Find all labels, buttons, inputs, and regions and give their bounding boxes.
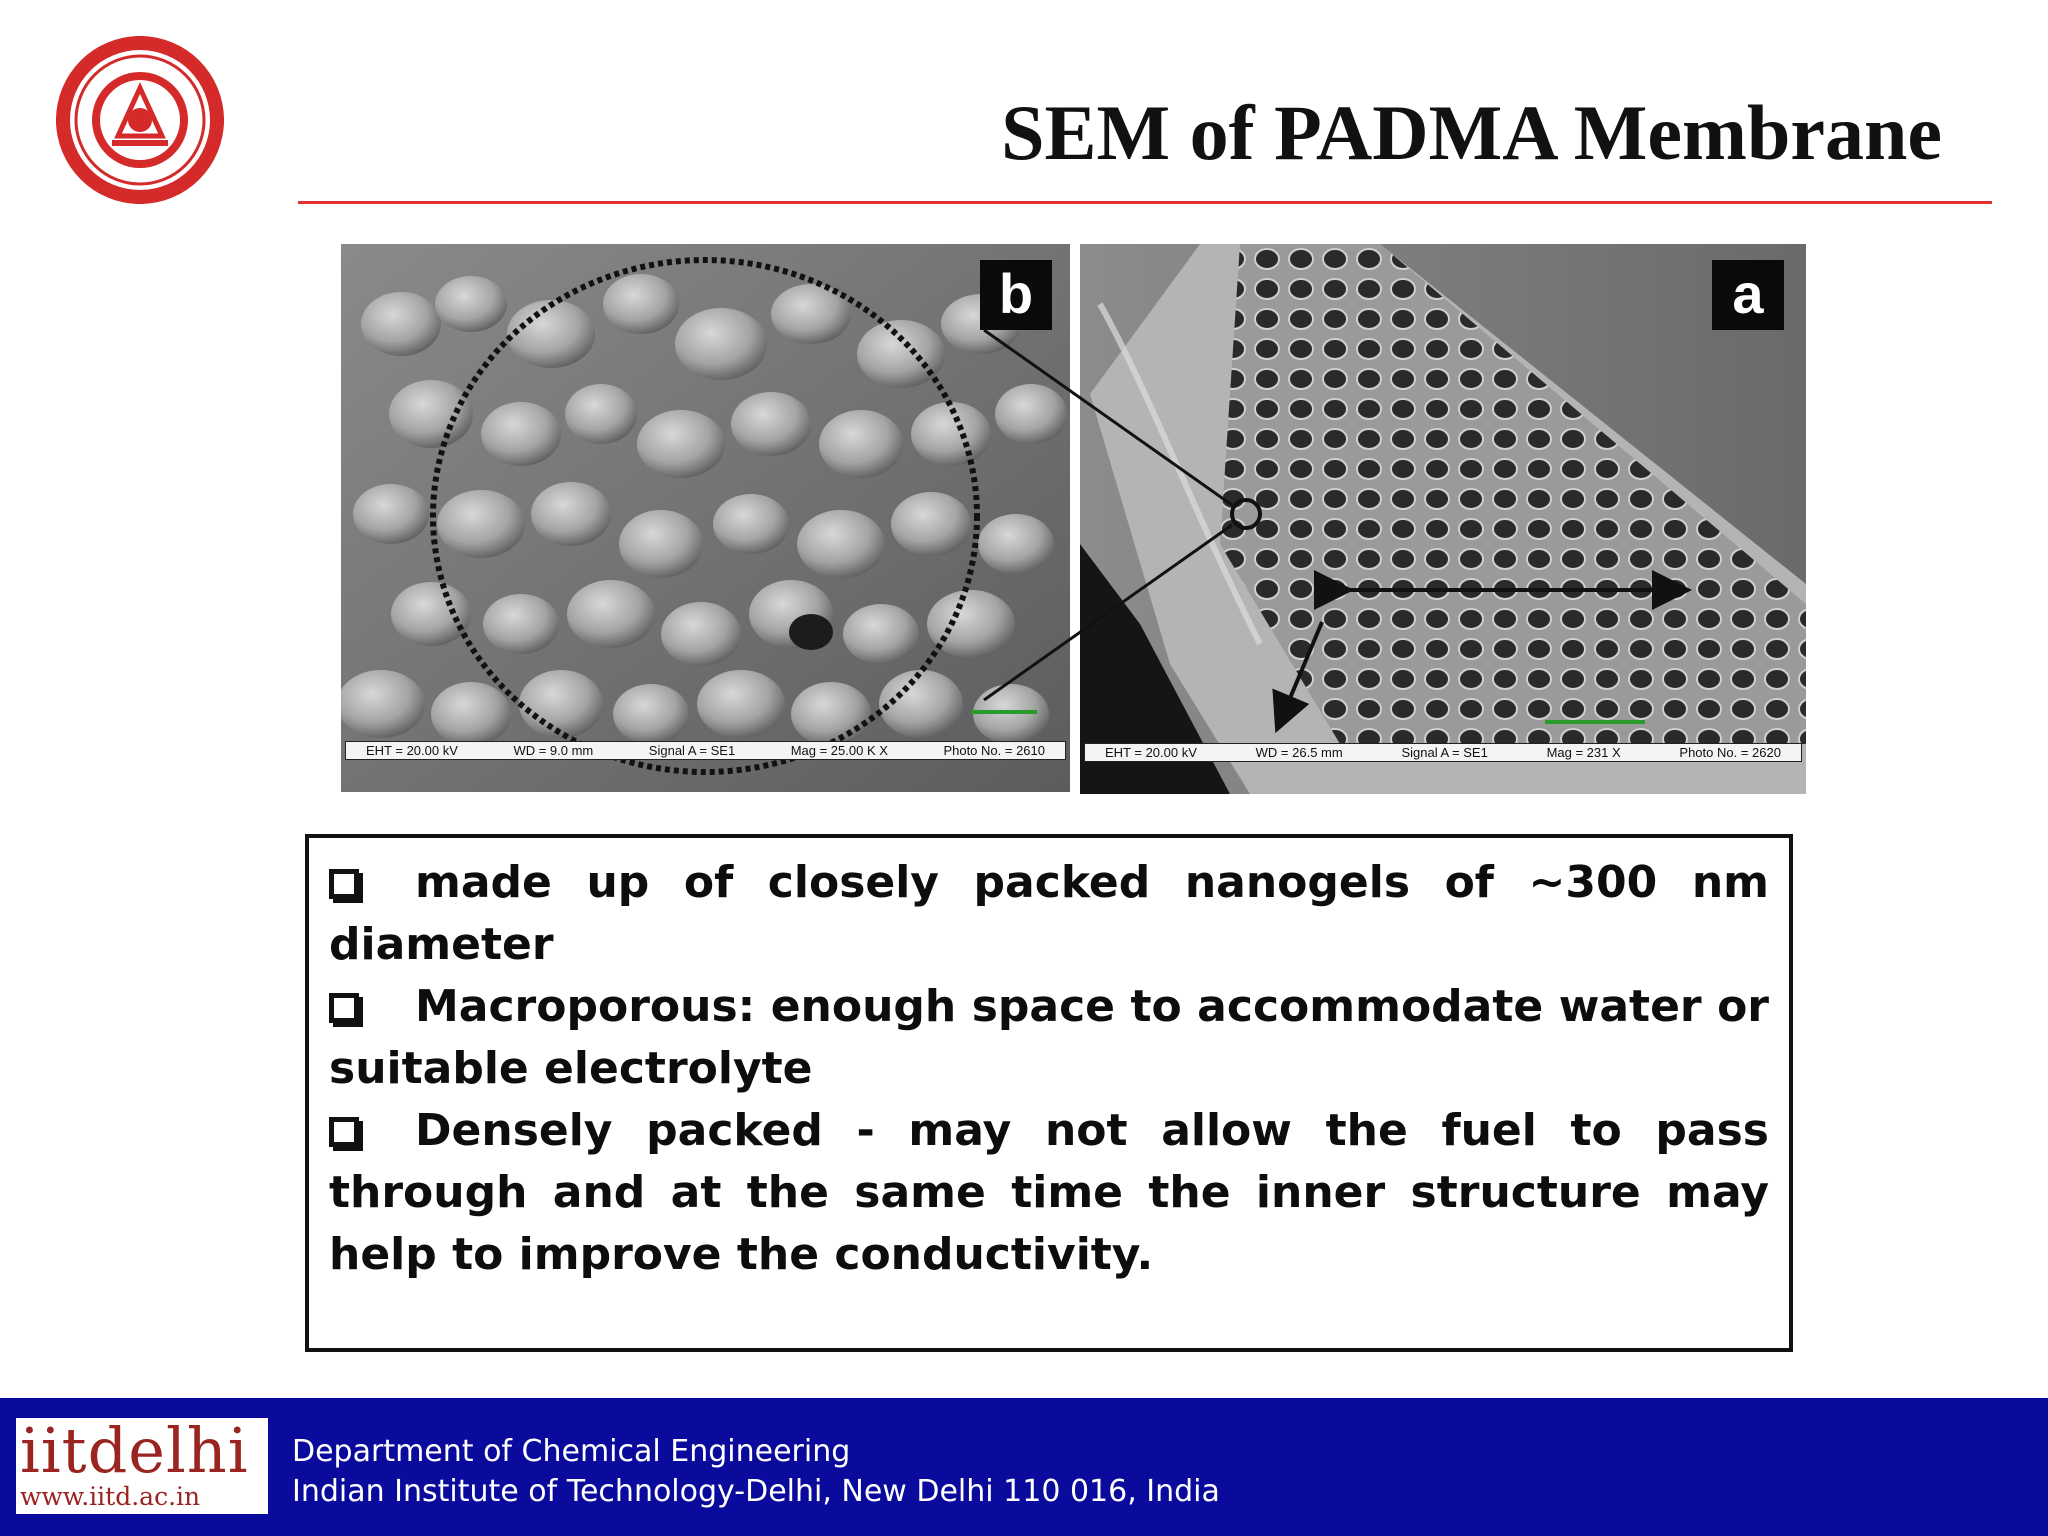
image-label-b: b [980,260,1052,330]
databar-wd: WD = 9.0 mm [513,743,594,758]
footer-logo-url: www.iitd.ac.in [20,1482,201,1511]
sem-image-a [1080,244,1806,794]
checkbox-bullet-icon [329,993,359,1023]
bullet-item [329,976,1769,1100]
databar-photo: Photo No. = 2610 [943,743,1045,758]
sem-databar-b [345,741,1066,760]
databar-photo: Photo No. = 2620 [1679,745,1781,760]
slide-title: SEM of PADMA Membrane [1001,89,1942,176]
iitdelhi-wordmark [16,1414,268,1514]
image-label-a: a [1712,260,1784,330]
footer-department: Department of Chemical Engineering [292,1434,851,1469]
databar-mag: Mag = 25.00 K X [790,743,888,758]
footer-institute: Indian Institute of Technology-Delhi, New Delhi 110 016, India [292,1474,1220,1509]
iit-delhi-logo [52,32,228,208]
databar-eht: EHT = 20.00 kV [1105,745,1197,760]
bullet-text: Macroporous: enough space to accommodate water or suitable electrolyte [329,981,1769,1094]
nanogel-texture [341,244,1070,792]
databar-mag: Mag = 231 X [1546,745,1621,760]
databar-signal: Signal A = SE1 [648,743,736,758]
observations-box [305,834,1793,1352]
title-divider [298,201,1992,204]
sem-image-b [341,244,1070,792]
footer-address [292,1432,1220,1512]
databar-wd: WD = 26.5 mm [1255,745,1343,760]
footer-bar [0,1398,2048,1536]
databar-eht: EHT = 20.00 kV [366,743,458,758]
bullet-text: made up of closely packed nanogels of ~300 nm diameter [329,857,1769,970]
cross-section-texture [1080,244,1806,794]
checkbox-bullet-icon [329,869,359,899]
databar-signal: Signal A = SE1 [1401,745,1488,760]
bullet-item [329,1100,1769,1286]
footer-logo-text: iitdelhi [20,1414,249,1487]
sem-databar-a [1084,743,1802,762]
checkbox-bullet-icon [329,1117,359,1147]
bullet-item [329,852,1769,976]
bullet-text: Densely packed - may not allow the fuel to pass through and at the same time the inner structure may help to improve the conductivity. [329,1105,1769,1280]
